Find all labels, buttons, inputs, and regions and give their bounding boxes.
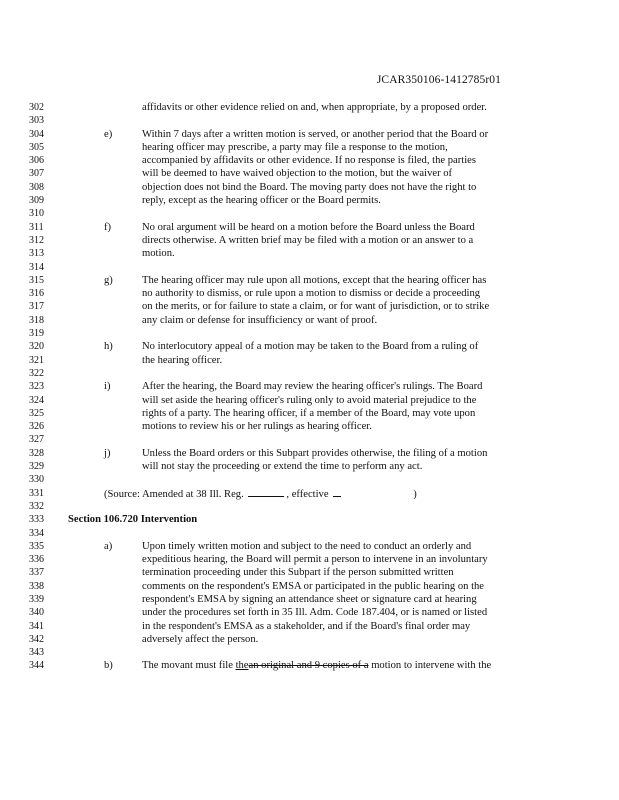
subsection-label: i) [104,381,111,393]
line-number: 336 [29,554,44,566]
text-before: The movant must file [142,660,236,672]
section-number: Section 106.720 [68,514,139,526]
section-heading [68,513,197,526]
line-text: expeditious hearing, the Board will permit a person to intervene in an involuntary [142,554,488,566]
inserted-text: the [235,660,249,672]
line-number: 332 [29,500,44,512]
document-line [0,633,619,646]
line-number: 321 [29,354,44,366]
document-line [0,646,619,659]
document-line [0,566,619,579]
line-number: 308 [29,181,44,193]
line-text: directs otherwise. A written brief may be filed with a motion or an answer to a [142,234,474,246]
line-text: rights of a party. The hearing officer, if a member of the Board, may vote upon [142,407,476,419]
document-line [0,593,619,606]
line-text: After the hearing, the Board may review the hearing officer's rulings. The Board [142,381,483,393]
source-note [104,487,417,501]
line-text: hearing officer may prescribe, a party may file a response to the motion, [142,141,448,153]
line-text: motions to review his or her rulings as hearing officer. [142,421,372,433]
subsection-label: e) [104,128,113,140]
line-number: 330 [29,474,44,486]
source-note-prefix: (Source: Amended at 38 Ill. Reg. [104,488,247,500]
section-title: Intervention [140,514,198,526]
document-line [0,340,619,353]
line-number: 333 [29,514,44,526]
line-number: 320 [29,341,44,353]
line-number: 312 [29,234,44,246]
line-number: 341 [29,620,44,632]
document-line [0,407,619,420]
subsection-label: g) [104,274,113,286]
line-number: 335 [29,540,44,552]
line-text: Unless the Board orders or this Subpart provides otherwise, the filing of a motion [142,447,488,459]
line-number: 303 [29,115,44,127]
document-line [0,261,619,274]
document-line [0,154,619,167]
document-line [0,181,619,194]
date-blank [333,487,341,497]
source-note-mid: , effective [286,488,332,500]
line-text: comments on the respondent's EMSA or participated in the public hearing on the [142,580,485,592]
line-text: on the merits, or for failure to state a claim, or for want of jurisdiction, or to strike [142,301,490,313]
document-line [0,433,619,446]
line-text: Within 7 days after a written motion is served, or another period that the Board or [142,128,489,140]
document-line [0,314,619,327]
document-line [0,207,619,220]
line-text: respondent's EMSA by signing an attendance sheet or signature card at hearing [142,593,477,605]
document-line [0,487,619,500]
line-text: reply, except as the hearing officer or the Board permits. [142,195,381,207]
document-line [0,194,619,207]
line-number: 326 [29,421,44,433]
document-line [0,114,619,127]
document-line [0,300,619,313]
document-line [0,500,619,513]
line-number: 343 [29,647,44,659]
line-number: 317 [29,301,44,313]
line-number: 329 [29,461,44,473]
line-number: 311 [29,221,44,233]
document-line [0,447,619,460]
line-number: 310 [29,208,44,220]
text-after: motion to intervene with the [368,660,492,672]
line-number: 313 [29,248,44,260]
line-text: in the respondent's EMSA as a stakeholder, and if the Board's final order may [142,620,471,632]
line-text [142,659,491,672]
document-line [0,620,619,633]
document-line [0,167,619,180]
line-number: 304 [29,128,44,140]
line-text: objection does not bind the Board. The moving party does not have the right to [142,181,477,193]
line-number: 334 [29,527,44,539]
line-text: will be deemed to have waived objection to the motion, but the waiver of [142,168,453,180]
document-line [0,380,619,393]
line-number: 314 [29,261,44,273]
source-note-suffix: ) [413,488,417,500]
document-line [0,473,619,486]
line-number: 309 [29,195,44,207]
document-line [0,606,619,619]
line-list [0,101,619,673]
document-line [0,580,619,593]
line-number: 324 [29,394,44,406]
line-text: termination proceeding under this Subpart if the person submitted written [142,567,454,579]
line-text: no authority to dismiss, or rule upon a motion to dismiss or decide a proceeding [142,288,481,300]
line-text: will set aside the hearing officer's ruling only to avoid material prejudice to the [142,394,477,406]
line-text: under the procedures set forth in 35 Ill. Adm. Code 187.404, or is named or listed [142,607,488,619]
document-line [0,287,619,300]
line-number: 305 [29,141,44,153]
subsection-label: h) [104,341,113,353]
line-text: accompanied by affidavits or other evidence. If no response is filed, the parties [142,155,476,167]
subsection-label: f) [104,221,112,233]
document-line [0,247,619,260]
line-number: 344 [29,660,44,672]
line-number: 325 [29,407,44,419]
document-line [0,221,619,234]
line-number: 307 [29,168,44,180]
line-number: 331 [29,487,44,499]
line-text: motion. [142,248,175,260]
line-text: The hearing officer may rule upon all motions, except that the hearing officer has [142,274,487,286]
line-text: Upon timely written motion and subject to the need to conduct an orderly and [142,540,472,552]
document-line [0,128,619,141]
line-number: 328 [29,447,44,459]
line-text: will not stay the proceeding or extend the time to perform any act. [142,461,423,473]
subsection-label: a) [104,540,113,552]
document-line [0,101,619,114]
line-number: 327 [29,434,44,446]
document-line [0,527,619,540]
document-line [0,394,619,407]
line-number: 306 [29,155,44,167]
document-line [0,141,619,154]
line-text: No interlocutory appeal of a motion may be taken to the Board from a ruling of [142,341,479,353]
line-text: adversely affect the person. [142,633,259,645]
line-number: 302 [29,102,44,113]
document-line [0,354,619,367]
line-number: 337 [29,567,44,579]
document-line [0,513,619,526]
document-line [0,327,619,340]
document-line [0,420,619,433]
subsection-label: j) [104,447,111,459]
reg-blank [248,487,284,497]
deleted-text: an original and 9 copies of a [248,660,369,672]
document-line [0,234,619,247]
document-line [0,367,619,380]
document-line [0,460,619,473]
line-number: 340 [29,607,44,619]
line-text: the hearing officer. [142,354,223,366]
document-line [0,274,619,287]
document-line [0,540,619,553]
line-number: 338 [29,580,44,592]
line-number: 319 [29,328,44,340]
line-number: 339 [29,593,44,605]
line-text: affidavits or other evidence relied on and, when appropriate, by a proposed order. [142,102,487,113]
line-text: No oral argument will be heard on a motion before the Board unless the Board [142,221,475,233]
line-number: 323 [29,381,44,393]
document-line [0,553,619,566]
line-number: 315 [29,274,44,286]
line-number: 318 [29,314,44,326]
document-id: JCAR350106-1412785r01 [376,74,501,86]
line-number: 322 [29,367,44,379]
document-line [0,659,619,672]
line-text: any claim or defense for insufficiency or want of proof. [142,314,378,326]
line-number: 342 [29,633,44,645]
subsection-label: b) [104,660,113,672]
line-number: 316 [29,288,44,300]
